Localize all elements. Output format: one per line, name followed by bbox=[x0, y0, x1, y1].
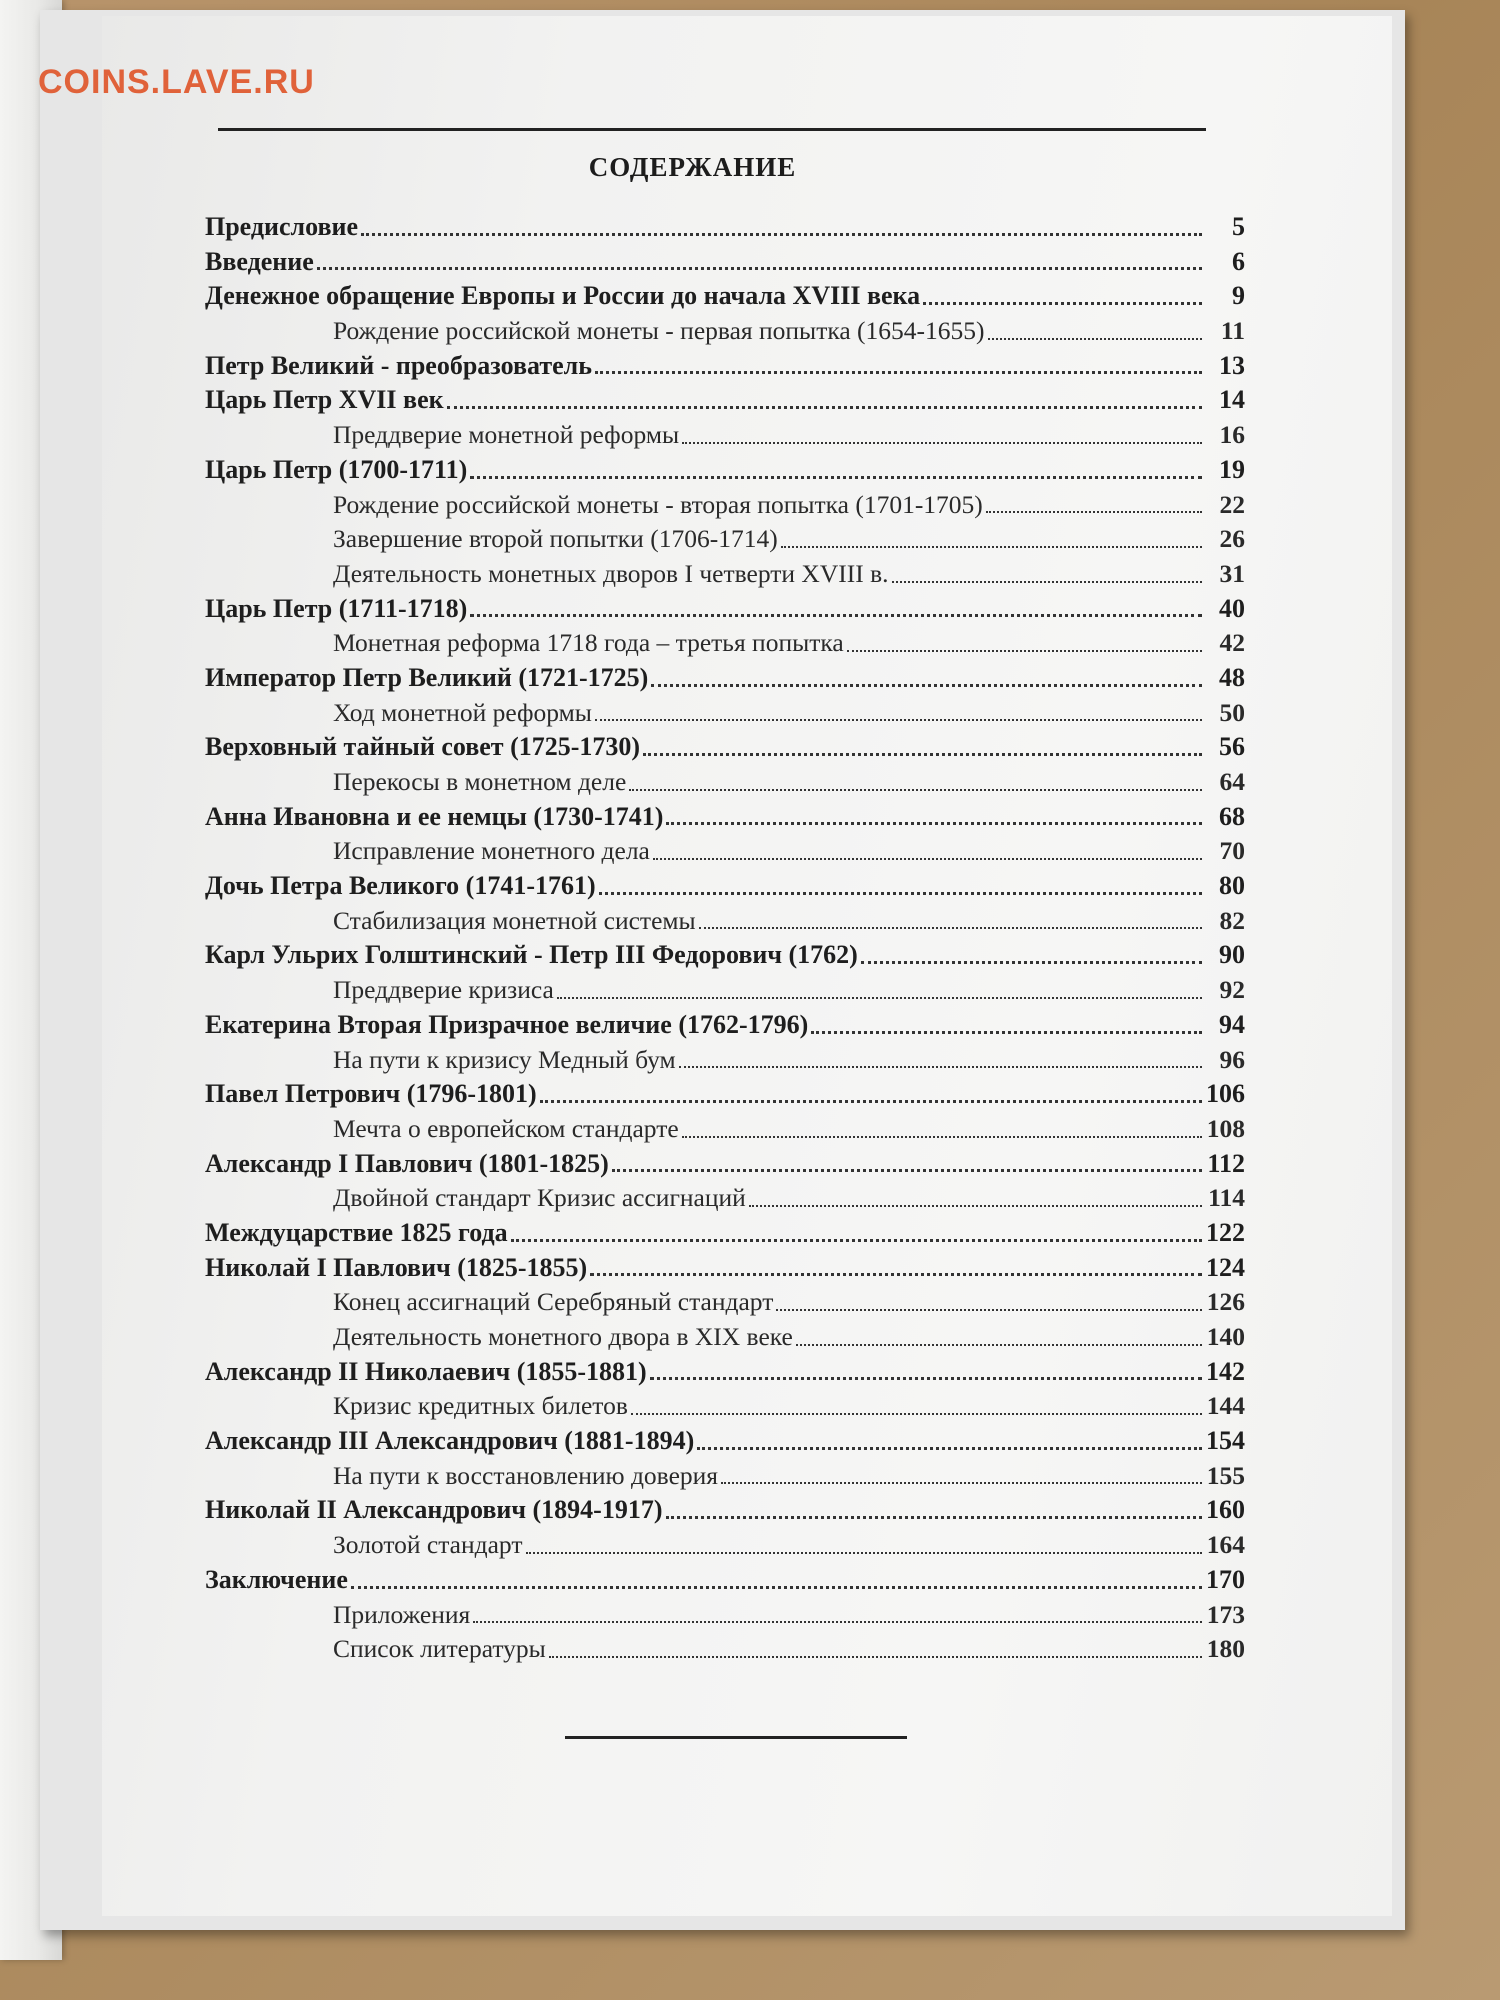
toc-entry bbox=[205, 1008, 1245, 1043]
toc-entry-page-number: 50 bbox=[1219, 697, 1245, 727]
toc-entry-page-number: 144 bbox=[1206, 1391, 1245, 1421]
toc-entry-page-number: 19 bbox=[1219, 454, 1245, 484]
toc-entry-title: Предисловие bbox=[205, 212, 359, 241]
toc-entry-title: Кризис кредитных билетов bbox=[333, 1391, 628, 1421]
page-title: СОДЕРЖАНИЕ bbox=[588, 152, 797, 182]
dot-leader bbox=[447, 405, 1202, 409]
dot-leader bbox=[595, 370, 1202, 374]
toc-entry-page-number: 6 bbox=[1232, 246, 1245, 276]
toc-entry bbox=[205, 522, 1245, 557]
toc-entry bbox=[205, 696, 1245, 731]
dot-leader bbox=[781, 545, 1202, 548]
toc-entry-title: Деятельность монетных дворов I четверти XVIII в. bbox=[333, 558, 889, 588]
toc-entry-page-number: 126 bbox=[1206, 1287, 1245, 1317]
toc-entry-page-number: 173 bbox=[1206, 1599, 1245, 1629]
toc-entry bbox=[205, 1528, 1245, 1563]
toc-entry-title: На пути к кризису Медный бум bbox=[333, 1044, 676, 1074]
toc-entry bbox=[205, 765, 1245, 800]
toc-entry bbox=[205, 1147, 1245, 1182]
dot-leader bbox=[540, 1099, 1202, 1103]
toc-entry-title: Александр I Павлович (1801-1825) bbox=[205, 1148, 609, 1178]
dot-leader bbox=[317, 266, 1202, 270]
dot-leader bbox=[679, 1065, 1202, 1068]
toc-entry-title: Александр III Александрович (1881-1894) bbox=[205, 1426, 695, 1456]
toc-entry-title: Денежное обращение Европы и России до начала XVIII века bbox=[205, 281, 921, 311]
toc-entry-page-number: 26 bbox=[1219, 524, 1245, 554]
toc-entry-page-number: 9 bbox=[1232, 281, 1245, 311]
toc-entry-title: Список литературы bbox=[333, 1634, 546, 1664]
toc-entry-title: Введение bbox=[205, 246, 314, 276]
toc-entry-title: Екатерина Вторая Призрачное величие (1762-1796) bbox=[205, 1009, 809, 1039]
dot-leader bbox=[629, 788, 1202, 791]
dot-leader bbox=[549, 1655, 1202, 1658]
dot-leader bbox=[653, 857, 1202, 860]
toc-entry bbox=[205, 869, 1245, 904]
toc-entry-page-number: 170 bbox=[1206, 1564, 1245, 1594]
toc-entry bbox=[205, 1285, 1245, 1320]
dot-leader bbox=[861, 960, 1202, 964]
toc-entry-page-number: 82 bbox=[1219, 905, 1245, 935]
dot-leader bbox=[682, 441, 1202, 444]
toc-entry-page-number: 16 bbox=[1219, 420, 1245, 450]
toc-entry-page-number: 108 bbox=[1206, 1113, 1245, 1143]
toc-entry bbox=[205, 800, 1245, 835]
toc-entry bbox=[205, 1112, 1245, 1147]
dot-leader bbox=[697, 1446, 1202, 1450]
dot-leader bbox=[923, 301, 1202, 305]
toc-entry-page-number: 48 bbox=[1219, 662, 1245, 692]
toc-entry-title: Конец ассигнаций Серебряный стандарт bbox=[333, 1287, 774, 1317]
dot-leader bbox=[651, 683, 1202, 687]
toc-entry bbox=[205, 904, 1245, 939]
toc-entry-page-number: 70 bbox=[1219, 836, 1245, 866]
dot-leader bbox=[666, 1515, 1202, 1519]
dot-leader bbox=[473, 1620, 1202, 1623]
dot-leader bbox=[776, 1308, 1202, 1311]
dot-leader bbox=[988, 337, 1202, 340]
toc-entry-title: Приложения bbox=[333, 1599, 471, 1629]
toc-entry-title: Верховный тайный совет (1725-1730) bbox=[205, 732, 641, 762]
toc-entry-page-number: 112 bbox=[1207, 1148, 1245, 1178]
dot-leader bbox=[721, 1481, 1202, 1484]
toc-entry bbox=[205, 1459, 1245, 1494]
toc-entry-page-number: 140 bbox=[1206, 1322, 1245, 1351]
dot-leader bbox=[811, 1030, 1202, 1034]
toc-entry-title: Золотой стандарт bbox=[333, 1530, 523, 1560]
toc-entry-title: Царь Петр XVII век bbox=[205, 385, 444, 415]
toc-entry bbox=[205, 418, 1245, 453]
toc-entry-page-number: 124 bbox=[1206, 1252, 1245, 1282]
toc-entry-title: Царь Петр (1700-1711) bbox=[205, 454, 468, 484]
toc-entry-title: Рождение российской монеты - первая попытка (1654-1655) bbox=[333, 316, 985, 346]
toc-entry-title: Карл Ульрих Голштинский - Петр III Федорович (1762) bbox=[205, 940, 858, 970]
toc-entry-page-number: 90 bbox=[1219, 940, 1245, 970]
toc-entry-title: Двойной стандарт Кризис ассигнаций bbox=[333, 1183, 746, 1213]
toc-entry bbox=[205, 1251, 1245, 1286]
toc-entry-page-number: 14 bbox=[1219, 385, 1245, 415]
toc-entry-title: Павел Петрович (1796-1801) bbox=[205, 1079, 537, 1109]
toc-entry-title: Николай I Павлович (1825-1855) bbox=[205, 1252, 588, 1282]
toc-entry bbox=[205, 314, 1245, 349]
toc-entry-page-number: 13 bbox=[1219, 350, 1245, 380]
toc-entry-title: Деятельность монетного двора в XIX веке bbox=[333, 1322, 793, 1351]
toc-entry bbox=[205, 383, 1245, 418]
toc-entry-title: Царь Петр (1711-1718) bbox=[205, 593, 468, 623]
toc-entry-title: Преддверие кризиса bbox=[333, 975, 554, 1005]
dot-leader bbox=[351, 1585, 1202, 1589]
toc-entry bbox=[205, 1389, 1245, 1424]
dot-leader bbox=[650, 1376, 1202, 1380]
dot-leader bbox=[986, 510, 1202, 513]
toc-entry bbox=[205, 1216, 1245, 1251]
watermark-text: COINS.LAVE.RU bbox=[38, 63, 315, 101]
toc-entry-page-number: 114 bbox=[1208, 1183, 1245, 1213]
toc-entry-page-number: 92 bbox=[1219, 975, 1245, 1005]
toc-entry bbox=[205, 279, 1245, 314]
toc-entry-title: Перекосы в монетном деле bbox=[333, 767, 627, 796]
dot-leader bbox=[666, 821, 1202, 825]
toc-entry-title: Ход монетной реформы bbox=[333, 697, 592, 727]
toc-entry-page-number: 56 bbox=[1219, 732, 1245, 762]
toc-entry bbox=[205, 1598, 1245, 1633]
toc-entry-title: Заключение bbox=[205, 1564, 348, 1594]
dot-leader bbox=[511, 1238, 1202, 1242]
dot-leader bbox=[595, 718, 1202, 721]
toc-entry-title: Император Петр Великий (1721-1725) bbox=[205, 662, 649, 692]
toc-entry-title: Мечта о европейском стандарте bbox=[333, 1113, 679, 1143]
toc-entry-page-number: 164 bbox=[1206, 1530, 1245, 1560]
toc-entry-title: Петр Великий - преобразователь bbox=[205, 350, 592, 380]
toc-entry bbox=[205, 1424, 1245, 1459]
dot-leader bbox=[847, 649, 1202, 652]
toc-entry bbox=[205, 1563, 1245, 1598]
toc-entry bbox=[205, 1632, 1245, 1667]
toc-entry bbox=[205, 1043, 1245, 1078]
toc-entry bbox=[205, 730, 1245, 765]
toc-entry-page-number: 11 bbox=[1220, 316, 1245, 346]
toc-entry-page-number: 40 bbox=[1219, 593, 1245, 623]
toc-entry-page-number: 42 bbox=[1219, 628, 1245, 658]
toc-entry bbox=[205, 1355, 1245, 1390]
dot-leader bbox=[892, 580, 1202, 583]
toc-entry-page-number: 106 bbox=[1206, 1079, 1245, 1109]
toc-entry bbox=[205, 938, 1245, 973]
toc-entry-page-number: 5 bbox=[1232, 212, 1245, 241]
toc-entry bbox=[205, 973, 1245, 1008]
dot-leader bbox=[470, 475, 1202, 479]
toc-entry-title: Анна Ивановна и ее немцы (1730-1741) bbox=[205, 801, 664, 831]
toc-entry-title: Преддверие монетной реформы bbox=[333, 420, 680, 450]
toc-entry bbox=[205, 1181, 1245, 1216]
top-rule bbox=[218, 128, 1206, 131]
dot-leader bbox=[612, 1168, 1202, 1172]
dot-leader bbox=[749, 1204, 1202, 1207]
toc-entry-title: Стабилизация монетной системы bbox=[333, 905, 696, 935]
toc-entry-title: Дочь Петра Великого (1741-1761) bbox=[205, 871, 596, 901]
toc-entry-title: Рождение российской монеты - вторая попытка (1701-1705) bbox=[333, 489, 983, 519]
bottom-rule bbox=[565, 1736, 907, 1739]
toc-entry-page-number: 160 bbox=[1206, 1495, 1245, 1525]
toc-entry-page-number: 94 bbox=[1219, 1009, 1245, 1039]
toc-entry bbox=[205, 210, 1245, 245]
dot-leader bbox=[699, 926, 1202, 929]
dot-leader bbox=[526, 1551, 1203, 1554]
toc-entry-title: На пути к восстановлению доверия bbox=[333, 1460, 719, 1490]
toc-entry-title: Междуцарствие 1825 года bbox=[205, 1217, 508, 1247]
toc-entry-title: Монетная реформа 1718 года – третья попытка bbox=[333, 628, 844, 658]
toc-entry bbox=[205, 1320, 1245, 1355]
toc-entry-page-number: 68 bbox=[1219, 801, 1245, 831]
dot-leader bbox=[631, 1412, 1202, 1415]
toc-entry bbox=[205, 592, 1245, 627]
dot-leader bbox=[470, 613, 1202, 617]
toc-entry bbox=[205, 834, 1245, 869]
toc-entry bbox=[205, 453, 1245, 488]
toc-entry-title: Александр II Николаевич (1855-1881) bbox=[205, 1356, 647, 1386]
toc-entry-page-number: 180 bbox=[1206, 1634, 1245, 1664]
toc-entry-title: Исправление монетного дела bbox=[333, 836, 650, 866]
dot-leader bbox=[599, 891, 1202, 895]
dot-leader bbox=[643, 752, 1202, 756]
toc-entry-page-number: 154 bbox=[1206, 1426, 1245, 1456]
toc-entry-page-number: 64 bbox=[1219, 767, 1245, 796]
toc-entry bbox=[205, 349, 1245, 384]
dot-leader bbox=[361, 232, 1202, 236]
toc-entry bbox=[205, 557, 1245, 592]
toc-entry-page-number: 80 bbox=[1219, 871, 1245, 901]
toc-entry bbox=[205, 245, 1245, 280]
toc-entry bbox=[205, 1077, 1245, 1112]
table-of-contents bbox=[205, 210, 1245, 1667]
dot-leader bbox=[590, 1272, 1202, 1276]
dot-leader bbox=[557, 996, 1202, 999]
toc-entry-page-number: 22 bbox=[1219, 489, 1245, 519]
toc-entry bbox=[205, 626, 1245, 661]
toc-entry bbox=[205, 1493, 1245, 1528]
dot-leader bbox=[796, 1343, 1202, 1346]
toc-entry-page-number: 142 bbox=[1206, 1356, 1245, 1386]
toc-entry-title: Завершение второй попытки (1706-1714) bbox=[333, 524, 778, 554]
toc-entry-page-number: 122 bbox=[1206, 1217, 1245, 1247]
toc-entry-page-number: 31 bbox=[1219, 558, 1245, 588]
toc-entry bbox=[205, 488, 1245, 523]
toc-entry-title: Николай II Александрович (1894-1917) bbox=[205, 1495, 663, 1525]
toc-entry bbox=[205, 661, 1245, 696]
toc-entry-page-number: 155 bbox=[1206, 1460, 1245, 1490]
toc-entry-page-number: 96 bbox=[1219, 1044, 1245, 1074]
dot-leader bbox=[682, 1135, 1202, 1138]
